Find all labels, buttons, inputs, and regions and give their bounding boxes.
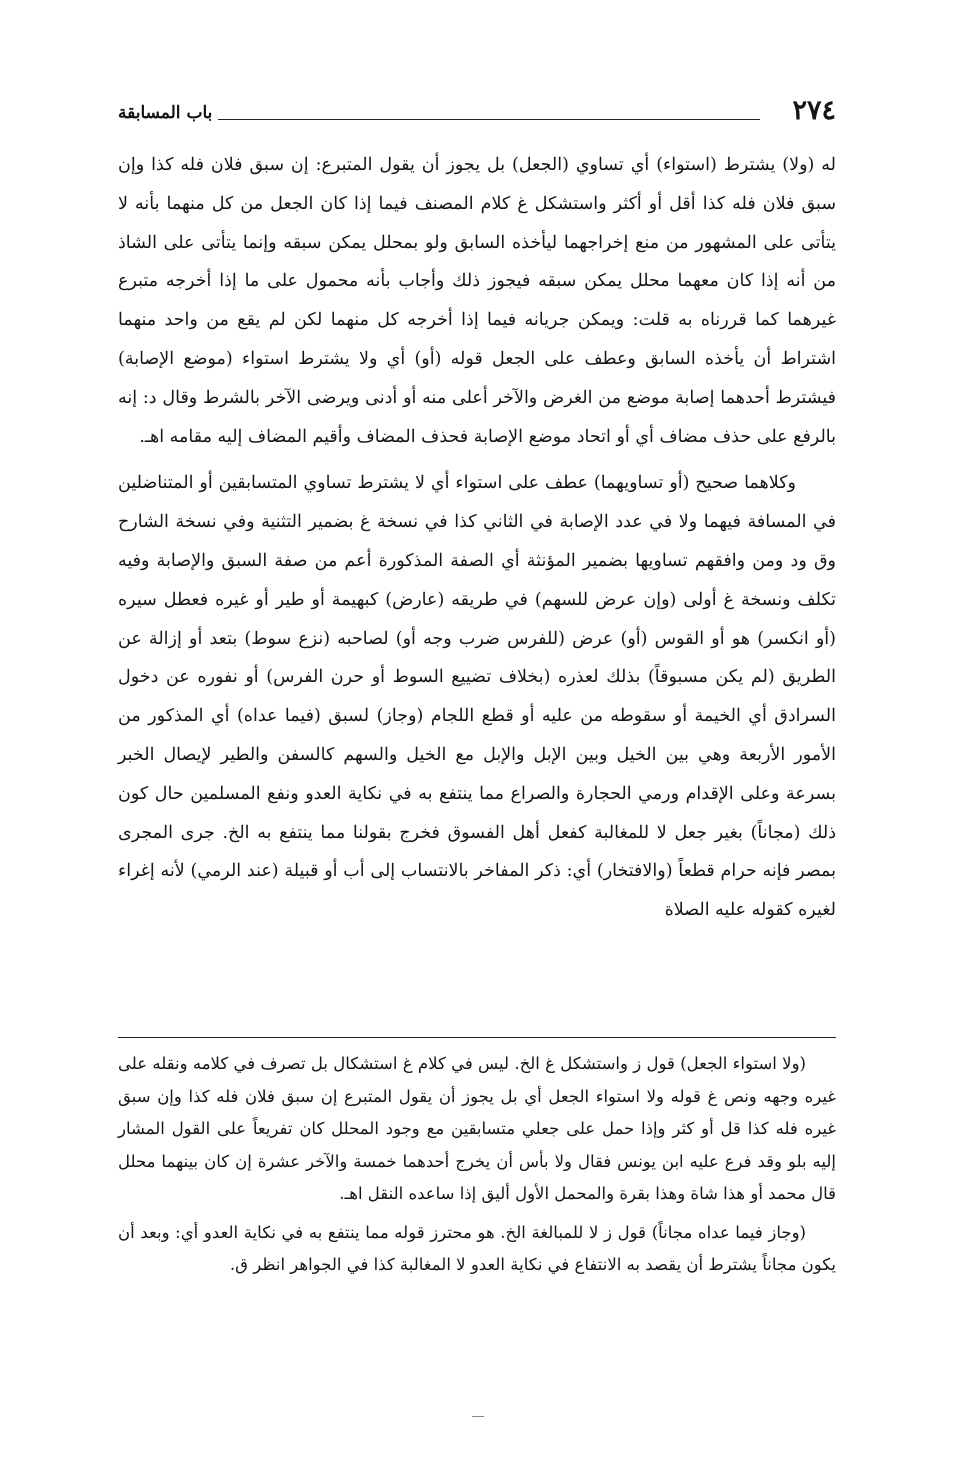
main-paragraph-1: له (ولا) يشترط (استواء) أي تساوي (الجعل) بل يجوز أن يقول المتبرع: إن سبق فلان فله كذا وإن سبق فلان فله كذا أقل أو أكثر واستشكل غ كلام المصنف فيما إذا كان الجعل من كل منهما بأنه لا يتأتى على المشهور من منع إخراجهما ليأخذه السابق ولو بمحلل يمكن سبقه وإنما يتأتى على الشاذ من أنه إذا كان معهما محلل يمكن سبقه فيجوز ذلك وأجاب بأنه محمول على ما إذا أخرجه متبرع غيرهما كما قررناه به قلت: ويمكن جريانه فيما إذا أخرجه كل منهما لكن لم يقع من واحد منهما اشتراط أن يأخذه السابق وعطف على الجعل قوله (أو) أي ولا يشترط استواء (موضع الإصابة) فيشترط أحدهما إصابة موضع من الغرض والآخر أعلى منه أو أدنى ويرضى الآخر بالشرط وقال د: إنه بالرفع على حذف مضاف أي أو اتحاد موضع الإصابة فحذف المضاف وأقيم المضاف إليه مقامه اهـ.: [118, 155, 836, 447]
footnote-separator: [118, 1037, 836, 1038]
page-number: ٢٧٤: [792, 95, 836, 126]
main-paragraph-2: وكلاهما صحيح (أو تساويهما) عطف على استواء أي لا يشترط تساوي المتسابقين أو المتناضلين في المسافة فيهما ولا في عدد الإصابة في الثاني كذا في نسخة غ بضمير التثنية وفي نسخة الشارح وق ود ومن وافقهم تساويها بضمير المؤنثة أي الصفة المذكورة أعم من صفة السبق والإصابة وفيه تكلف ونسخة غ أولى (وإن عرض للسهم) في طريقه (عارض) كبهيمة أو طير أو غيره فعطل سيره (أو انكسر) هو أو القوس (أو) عرض (للفرس ضرب وجه أو) لصاحبه (نزع سوط) بتعد أو إزالة عن الطريق (لم يكن مسبوقاً) بذلك لعذره (بخلاف تضييع السوط أو حرن الفرس) أو نفوره عن دخول السرادق أي الخيمة أو سقوطه من عليه أو قطع اللجام (وجاز) لسبق (فيما عداه) أي المذكور من الأمور الأربعة وهي بين الخيل وبين الإبل والإبل مع الخيل والسهم كالسفن والطير لإيصال الخبر بسرعة وعلى الإقدام ورمي الحجارة والصراع مما ينتفع به في نكاية العدو ونفع المسلمين حال كون ذلك (مجاناً) بغير جعل لا للمغالبة كفعل أهل الفسوق فخرج بقولنا مما ينتفع به الخ. جرى المجرى بمصر فإنه حرام قطعاً (والافتخار) أي: ذكر المفاخر بالانتساب إلى أب أو قبيلة (عند الرمي) لأنه إغراء لغيره كقوله عليه الصلاة: [118, 473, 836, 921]
print-mark: [472, 1416, 484, 1417]
page-header: [118, 94, 836, 134]
main-text: [118, 146, 836, 930]
chapter-title: باب المسابقة: [118, 103, 213, 123]
footnote-1: (ولا استواء الجعل) قول ز واستشكل غ الخ. ليس في كلام غ استشكال بل تصرف في كلامه ونقله على غيره وجهه ونص غ قوله ولا استواء الجعل أي بل يجوز أن يقول المتبرع إن سبق فلان فله كذا وإن سبق غيره فله كذا قل أو كثر وإذا حمل على جعلي متسابقين مع وجود المحلل كان تفريعاً على القول المشار إليه بلو وقد فرع عليه ابن يونس فقال ولا بأس أن يخرج أحدهما خمسة والآخر عشرة إن كان بينهما محلل قال محمد أو هذا شاة وهذا بقرة والمحمل الأول أليق إذا ساعده النقل اهـ.: [118, 1054, 836, 1203]
header-rule: [218, 119, 760, 120]
footnotes: [118, 1048, 836, 1282]
footnote-2: (وجاز فيما عداه مجاناً) قول ز لا للمبالغة الخ. هو محترز قوله مما ينتفع به في نكاية العدو أي: وبعد أن يكون مجاناً يشترط أن يقصد به الانتفاع في نكاية العدو لا المغالبة كذا في الجواهر انظر ق.: [118, 1222, 836, 1274]
